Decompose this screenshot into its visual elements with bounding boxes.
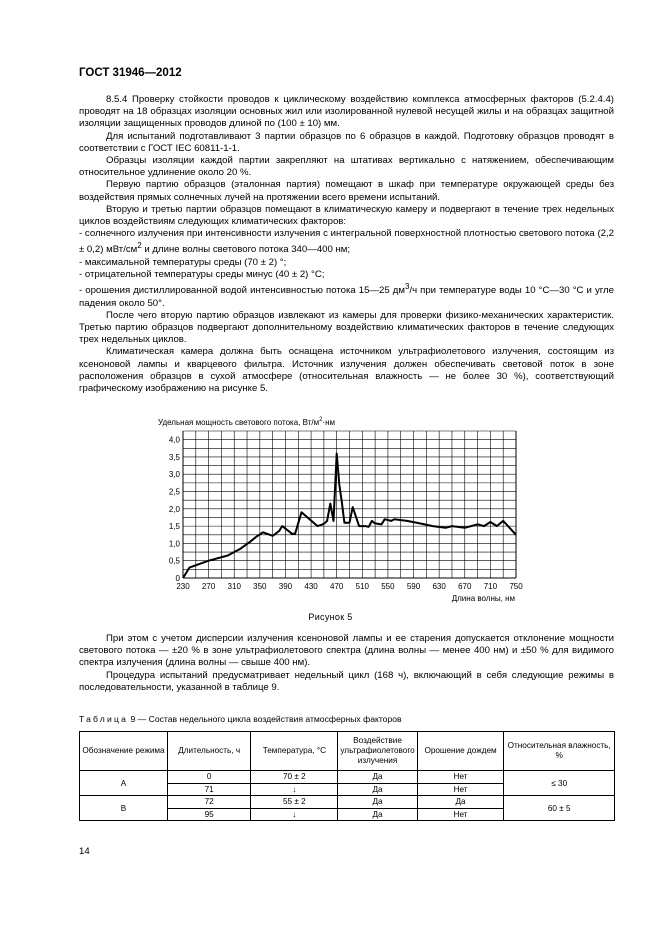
temperature-cell: ↓ bbox=[251, 808, 338, 821]
uv-cell: Да bbox=[338, 808, 417, 821]
paragraph: Вторую и третью партии образцов помещают в климатическую камеру и подвергают в течение трех недельных циклов воздействиям следующих климатических факторов: bbox=[79, 203, 614, 228]
list-item: - солнечного излучения при интенсивности излучения с интегральной поверхностной плотностью светового потока (2,2 ± 0,2) мВт/$см^2$ и длине волны светового потока 340—400 нм; bbox=[79, 228, 614, 256]
document-header: ГОСТ 31946—2012 bbox=[79, 67, 182, 79]
x-tick-label: 350 bbox=[253, 582, 267, 591]
x-axis-label: Длина волны, нм bbox=[451, 594, 515, 603]
y-tick-label: 1,5 bbox=[168, 522, 180, 532]
y-tick-label: 1,0 bbox=[168, 539, 180, 549]
table-header: Температура, °С bbox=[251, 732, 338, 771]
table-header: Воздействие ультрафиолетового излучения bbox=[338, 732, 417, 771]
chart-grid bbox=[183, 431, 516, 578]
y-tick-label: 0 bbox=[175, 574, 180, 583]
paragraph: Климатическая камера должна быть оснащена источником ультрафиолетового излучения, состоящим из ксеноновой лампы и кварцевого фильтра. Источник излучения должен обеспечивать световой поток в зоне расположения образцов в сухой атмосфере (относительная влажность — не более 30 %), соответствующий графическому изображению на рисунке 5. bbox=[79, 346, 614, 395]
y-tick-label: 3,5 bbox=[168, 452, 180, 462]
x-tick-label: 710 bbox=[483, 582, 498, 591]
duration-cell: 72 bbox=[168, 796, 251, 809]
mode-cell: А bbox=[80, 771, 168, 796]
temperature-cell: 55 ± 2 bbox=[251, 796, 338, 809]
page-number: 14 bbox=[79, 846, 90, 857]
table-header: Относительная влажность, % bbox=[504, 732, 615, 771]
paragraph: Для испытаний подготавливают 3 партии образцов по 6 образцов в каждой. Подготовку образцов проводят в соответствии с ГОСТ IEC 60811-1-1. bbox=[79, 130, 614, 154]
list-item: - максимальной температуры среды (70 ± 2) °; bbox=[79, 256, 287, 268]
paragraph: Процедура испытаний предусматривает недельный цикл (168 ч), включающий в себя следующие режимы в последовательности, указанной в таблице 9. bbox=[79, 669, 614, 693]
list-item: - отрицательной температуры среды минус (40 ± 2) °С; bbox=[79, 269, 325, 281]
paragraph: Образцы изоляции каждой партии закрепляют на штативах вертикально с натяжением, обеспечивающим относительное удлинение около 20 %. bbox=[79, 155, 614, 179]
after-text bbox=[79, 633, 614, 694]
y-tick-label: 2,0 bbox=[168, 504, 180, 514]
y-tick-label: 3,0 bbox=[168, 470, 180, 480]
table-header: Обозначение режима bbox=[80, 732, 168, 771]
y-tick-label: 0,5 bbox=[168, 556, 180, 566]
table-header: Длительность, ч bbox=[168, 732, 251, 771]
x-tick-label: 550 bbox=[381, 582, 395, 591]
list-item: - орошения дистиллированной водой интенсивностью потока 15—25 $дм^3/ч$ при температуре воды 10 °С—30 °С и угле падения около 50°. bbox=[79, 282, 614, 309]
y-tick-label: 4,0 bbox=[168, 435, 180, 445]
humidity-cell: 60 ± 5 bbox=[504, 796, 615, 821]
x-tick-label: 390 bbox=[278, 582, 293, 591]
table-title: Таблица 9 — Состав недельного цикла воздействия атмосферных факторов bbox=[79, 714, 402, 724]
uv-cell: Да bbox=[338, 796, 417, 809]
figure-caption: Рисунок 5 bbox=[308, 612, 353, 622]
temperature-cell: ↓ bbox=[251, 783, 338, 796]
table-row bbox=[80, 771, 615, 784]
x-tick-label: 430 bbox=[304, 582, 318, 591]
duration-cell: 95 bbox=[168, 808, 251, 821]
duration-cell: 71 bbox=[168, 783, 251, 796]
uv-cell: Да bbox=[338, 783, 417, 796]
x-tick-label: 750 bbox=[509, 582, 523, 591]
rain-cell: Нет bbox=[417, 808, 504, 821]
x-tick-label: 270 bbox=[201, 582, 216, 591]
x-tick-label: 470 bbox=[330, 582, 344, 591]
table-row bbox=[80, 796, 615, 809]
x-tick-label: 510 bbox=[355, 582, 369, 591]
x-tick-label: 230 bbox=[176, 582, 190, 591]
x-tick-label: 670 bbox=[458, 582, 472, 591]
mode-table bbox=[79, 731, 615, 821]
paragraph: 8.5.4 Проверку стойкости проводов к циклическому воздействию комплекса атмосферных факторов (5.2.4.4) проводят на 18 образцах изоляции основных жил или изолированной нулевой несущей жилы и на образцах защитной изоляции защищенных проводов длиной по (100 ± 10) мм. bbox=[79, 94, 614, 130]
mode-cell: В bbox=[80, 796, 168, 821]
rain-cell: Да bbox=[417, 796, 504, 809]
rain-cell: Нет bbox=[417, 771, 504, 784]
chart-ticks bbox=[169, 436, 523, 591]
uv-cell: Да bbox=[338, 771, 417, 784]
paragraph: При этом с учетом дисперсии излучения ксеноновой лампы и ее старения допускается отклонение мощности светового потока — ±20 % в зоне ультрафиолетового спектра (длина волны — менее 400 нм) и ±50 % для видимого спектра излучения (длина волны — свыше 400 нм). bbox=[79, 633, 614, 669]
duration-cell: 0 bbox=[168, 771, 251, 784]
humidity-cell: ≤ 30 bbox=[504, 771, 615, 796]
x-tick-label: 590 bbox=[406, 582, 421, 591]
x-tick-label: 310 bbox=[227, 582, 241, 591]
body-text bbox=[79, 94, 614, 395]
table-header: Орошение дождем bbox=[417, 732, 504, 771]
x-tick-label: 630 bbox=[432, 582, 446, 591]
table-header-row bbox=[80, 732, 615, 771]
chart-title: Удельная мощность светового потока, $Вт/м^2\cdot нм$ bbox=[158, 417, 336, 427]
paragraph: После чего вторую партию образцов извлекают из камеры для проверки физико-механических характеристик. Третью партию образцов подвергают дополнительному воздействию климатических факторов в течение следующих трех недельных циклов. bbox=[79, 309, 614, 346]
spectrum-line bbox=[183, 454, 516, 579]
y-tick-label: 2,5 bbox=[168, 487, 180, 497]
paragraph: Первую партию образцов (эталонная партия) помещают в шкаф при температуре окружающей среды без воздействия прямых солнечных лучей на протяжении всего времени испытаний. bbox=[79, 179, 614, 203]
rain-cell: Нет bbox=[417, 783, 504, 796]
temperature-cell: 70 ± 2 bbox=[251, 771, 338, 784]
